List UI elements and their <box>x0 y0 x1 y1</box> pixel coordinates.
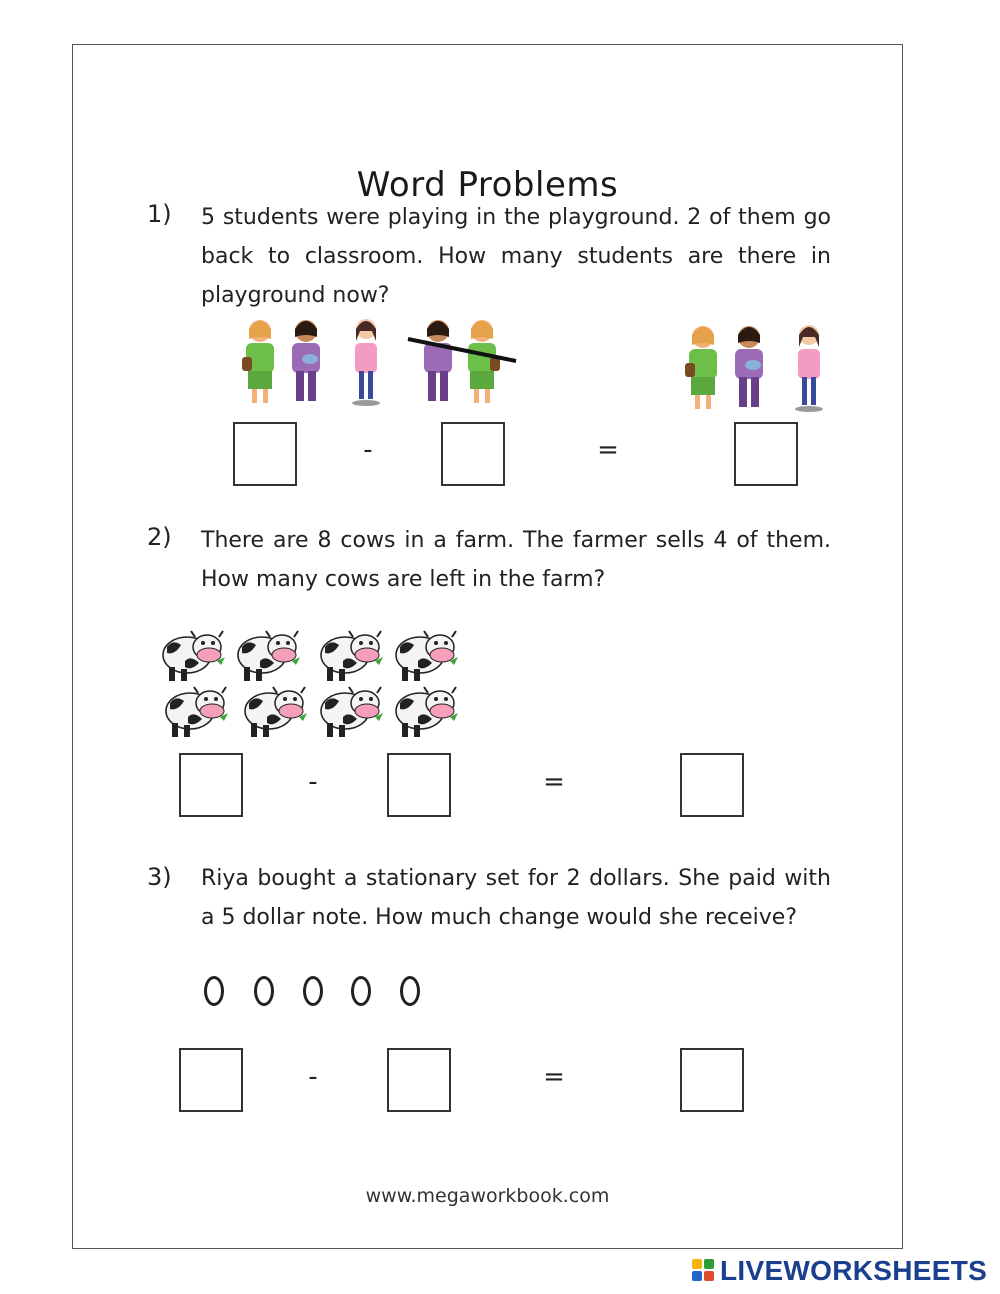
q3-answer-box-2[interactable] <box>387 1048 451 1112</box>
cow-icon <box>396 687 458 737</box>
worksheet-title: Word Problems <box>356 165 619 205</box>
question-1-text: 5 students were playing in the playground. 2 of them go back to classroom. How many students are there in playground now? <box>201 205 831 308</box>
q1-minus-sign: - <box>363 435 373 465</box>
q2-answer-box-2[interactable] <box>387 753 451 817</box>
coin-icon <box>303 976 323 1006</box>
q1-equals-sign: = <box>597 435 619 465</box>
coin-icon <box>204 976 224 1006</box>
q2-equals-sign: = <box>543 767 565 797</box>
q2-answer-box-1[interactable] <box>179 753 243 817</box>
q1-answer-box-1[interactable] <box>233 422 297 486</box>
liveworksheets-logo-icon <box>692 1259 716 1283</box>
liveworksheets-brand[interactable] <box>692 1256 987 1286</box>
students-after-group <box>681 323 831 419</box>
cow-icon <box>238 631 300 681</box>
question-3-number: 3) <box>147 863 172 891</box>
coin-icon <box>400 976 420 1006</box>
coin-icon <box>254 976 274 1006</box>
worksheet-page <box>72 44 903 1249</box>
cows-group <box>161 625 471 741</box>
q3-answer-box-1[interactable] <box>179 1048 243 1112</box>
cow-icon <box>245 687 307 737</box>
brand-name: LIVEWORKSHEETS <box>720 1255 988 1286</box>
cow-icon <box>321 687 383 737</box>
question-1-number: 1) <box>147 200 172 228</box>
question-2-text: There are 8 cows in a farm. The farmer sells 4 of them. How many cows are left in the farm? <box>201 528 831 592</box>
student-icon <box>238 317 528 409</box>
question-2-number: 2) <box>147 523 172 551</box>
q3-minus-sign: - <box>308 1062 318 1092</box>
footer-url: www.megaworkbook.com <box>365 1185 610 1207</box>
q2-minus-sign: - <box>308 767 318 797</box>
q2-answer-box-3[interactable] <box>680 753 744 817</box>
cow-icon <box>163 631 225 681</box>
coin-icon <box>351 976 371 1006</box>
q1-answer-box-3[interactable] <box>734 422 798 486</box>
student-icon <box>681 323 831 415</box>
q3-equals-sign: = <box>543 1062 565 1092</box>
cow-icon <box>166 687 228 737</box>
cow-icon <box>396 631 458 681</box>
q1-answer-box-2[interactable] <box>441 422 505 486</box>
question-3-text: Riya bought a stationary set for 2 dollars. She paid with a 5 dollar note. How much change would she receive? <box>201 866 831 930</box>
students-before-group <box>238 317 528 413</box>
q3-answer-box-3[interactable] <box>680 1048 744 1112</box>
cow-icon <box>321 631 383 681</box>
